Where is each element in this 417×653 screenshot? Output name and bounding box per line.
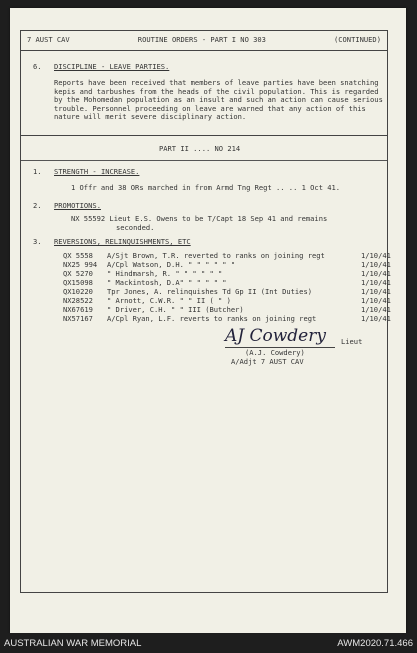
section-2-line-1: NX 55592 Lieut E.S. Owens to be T/Capt 18 Sep 41 and remains <box>71 214 328 223</box>
service-number: NX57167 <box>63 314 93 323</box>
row-date: 1/10/41 <box>361 314 391 323</box>
row-text: A/Cpl Ryan, L.F. reverts to ranks on joining regt <box>107 314 317 323</box>
unit-label: 7 AUST CAV <box>27 35 70 44</box>
service-number: QX15098 <box>63 278 93 287</box>
row-text: A/Sjt Brown, T.R. reverted to ranks on joining regt <box>107 251 325 260</box>
footer-accession-number: AWM2020.71.466 <box>337 638 413 649</box>
service-number: QX 5558 <box>63 251 93 260</box>
section-2-line-2: seconded. <box>116 223 155 232</box>
section-6-number: 6. <box>33 62 42 71</box>
section-1-number: 1. <box>33 167 42 176</box>
row-date: 1/10/41 <box>361 296 391 305</box>
service-number: QX10220 <box>63 287 93 296</box>
signatory-name: (A.J. Cowdery) <box>245 348 305 357</box>
row-date: 1/10/41 <box>361 269 391 278</box>
signatory-appointment: A/Adjt 7 AUST CAV <box>231 357 304 366</box>
row-date: 1/10/41 <box>361 278 391 287</box>
orders-title: ROUTINE ORDERS - PART I NO 303 <box>137 35 266 44</box>
table-row <box>63 315 397 324</box>
section-6-discipline <box>20 50 388 136</box>
row-date: 1/10/41 <box>361 260 391 269</box>
section-1-line: 1 Offr and 38 ORs marched in from Armd Tng Regt .. .. 1 Oct 41. <box>71 183 341 192</box>
service-number: NX28522 <box>63 296 93 305</box>
footer-institution: AUSTRALIAN WAR MEMORIAL <box>4 638 142 649</box>
continued-label: (CONTINUED) <box>334 35 381 44</box>
row-text: " Hindmarsh, R. " " " " " " <box>107 269 223 278</box>
row-date: 1/10/41 <box>361 251 391 260</box>
section-6-body: Reports have been received that members of leave parties have been snatching kepis and tarbushes from the heads of the civil population. This is regarded by the Mohomedan population as an insult and such an action can cause serious trouble. Personnel proceeding on leave are warned that any action of this nature will merit severe disciplinary action. <box>54 78 383 122</box>
row-text: " Arnott, C.W.R. " " II ( " ) <box>107 296 231 305</box>
row-text: " Mackintosh, D.A" " " " " " <box>107 278 227 287</box>
section-2-number: 2. <box>33 201 42 210</box>
part-2-divider <box>21 160 387 161</box>
row-text: A/Cpl Watson, D.H. " " " " " " <box>107 260 236 269</box>
row-text: " Driver, C.H. " " III (Butcher) <box>107 305 244 314</box>
service-number: QX 5270 <box>63 269 93 278</box>
signature-rank: Lieut <box>341 337 363 346</box>
part-2-box <box>20 134 391 593</box>
row-text: Tpr Jones, A. relinquishes Td Gp II (Int Duties) <box>107 287 312 296</box>
section-1-heading: STRENGTH - INCREASE. <box>54 167 140 176</box>
section-3-number: 3. <box>33 237 42 246</box>
part-2-title: PART II .... NO 214 <box>159 144 241 153</box>
section-3-heading: REVERSIONS, RELINQUISHMENTS, ETC <box>54 237 191 246</box>
service-number: NX67619 <box>63 305 93 314</box>
handwritten-signature: AJ Cowdery <box>225 326 326 346</box>
section-6-heading: DISCIPLINE - LEAVE PARTIES. <box>54 62 170 71</box>
row-date: 1/10/41 <box>361 305 391 314</box>
service-number: NX25 994 <box>63 260 98 269</box>
row-date: 1/10/41 <box>361 287 391 296</box>
section-2-heading: PROMOTIONS. <box>54 201 101 210</box>
archive-footer <box>0 633 417 653</box>
orders-header <box>20 30 388 51</box>
